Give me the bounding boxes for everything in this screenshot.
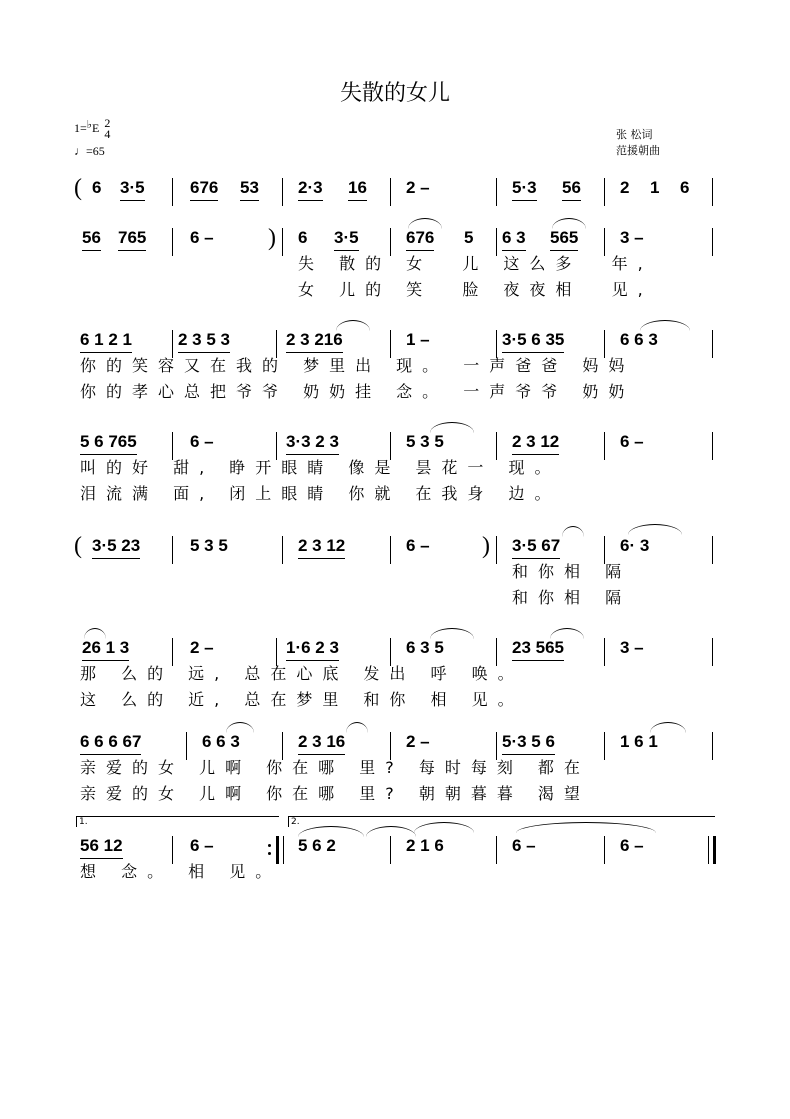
song-title: 失散的女儿 — [339, 81, 450, 106]
note-group: 6 — [680, 178, 690, 197]
lyrics-verse-2: 泪流满 面, 闭上眼睛 你就 在我身 边。 — [80, 484, 561, 503]
bar-line — [172, 836, 173, 864]
note-group: 2 — [620, 178, 630, 197]
note-group: 6 – — [190, 228, 214, 247]
note-group: 6 6 3 — [202, 732, 240, 751]
bar-line — [604, 228, 605, 256]
note-group: 23 565 — [512, 638, 564, 661]
lyrics-verse-2: 和你相 隔 — [512, 588, 632, 607]
bar-line — [390, 178, 391, 206]
lyrics-verse-1: 失 散的 女 儿 这么多 年, — [298, 254, 653, 273]
note-group: 53 — [240, 178, 259, 201]
note-group: 565 — [550, 228, 578, 251]
bar-line — [172, 432, 173, 460]
key-note: E — [91, 121, 100, 135]
note-group: 2 3 12 — [512, 432, 559, 455]
key-prefix: 1= — [74, 121, 87, 135]
lyrics-verse-2: 女 儿的 笑 脸 夜夜相 见, — [298, 280, 653, 299]
bar-line — [712, 178, 713, 206]
lyrics-verse-1: 亲爱的女 儿啊 你在哪 里? 每时每刻 都在 — [80, 758, 590, 777]
note-group: 5·3 — [512, 178, 537, 201]
bar-line — [172, 330, 173, 358]
note-group: 1·6 2 3 — [286, 638, 339, 661]
note-group: 1 — [650, 178, 660, 197]
note-group: 3 – — [620, 638, 644, 657]
time-bottom: 4 — [104, 127, 111, 142]
note-group: 2 3 16 — [298, 732, 345, 755]
bar-line — [712, 638, 713, 666]
note-group: 5 3 5 — [406, 432, 444, 451]
slur — [562, 526, 584, 537]
note-group: 2 3 5 3 — [178, 330, 230, 353]
note-group: 6· 3 — [620, 536, 650, 555]
note-group: 5 6 765 — [80, 432, 137, 455]
repeat-dot — [268, 844, 271, 847]
close-paren: ) — [268, 225, 276, 251]
note-group: 6 – — [620, 836, 644, 855]
key-signature — [74, 118, 110, 140]
lyrics-verse-1: 叫的好 甜, 睁开眼睛 像是 昙花一 现。 — [80, 458, 561, 477]
note-group: 6 — [92, 178, 102, 197]
bar-line — [604, 638, 605, 666]
bar-line — [712, 732, 713, 760]
close-paren: ) — [482, 533, 490, 559]
bar-line — [496, 836, 497, 864]
bar-line — [604, 432, 605, 460]
tempo-marking: ♩=65 — [74, 144, 105, 158]
open-paren: ( — [74, 175, 82, 201]
note-group: 2·3 — [298, 178, 323, 201]
note-group: 6 – — [190, 432, 214, 451]
note-group: 6 – — [512, 836, 536, 855]
volta-1: 1. — [76, 816, 279, 827]
bar-line — [283, 836, 284, 864]
bar-line — [496, 178, 497, 206]
bar-line — [496, 638, 497, 666]
open-paren: ( — [74, 533, 82, 559]
bar-line — [604, 330, 605, 358]
lyrics-verse-1: 你的笑容又在我的 梦里出 现。 一声爸爸 妈妈 — [80, 356, 635, 375]
bar-line — [186, 732, 187, 760]
note-group: 2 – — [406, 178, 430, 197]
slur — [628, 524, 682, 535]
note-group: 6 – — [406, 536, 430, 555]
bar-line — [172, 228, 173, 256]
bar-line — [282, 178, 283, 206]
note-group: 5·3 5 6 — [502, 732, 555, 755]
bar-line — [496, 732, 497, 760]
note-group: 56 — [562, 178, 581, 201]
bar-line — [390, 432, 391, 460]
lyrics-verse-2: 亲爱的女 儿啊 你在哪 里? 朝朝暮暮 渴望 — [80, 784, 590, 803]
bar-line — [390, 732, 391, 760]
lyrics-verse-1: 想 念。 相 见。 — [80, 862, 282, 881]
time-top: 2 — [104, 116, 111, 131]
flat-icon: ♭ — [86, 119, 92, 131]
note-group: 3·5 67 — [512, 536, 560, 559]
bar-line — [390, 638, 391, 666]
note-group: 5 — [464, 228, 474, 247]
note-group: 6 – — [190, 836, 214, 855]
bar-line — [390, 536, 391, 564]
final-barline — [713, 836, 716, 864]
bar-line — [276, 432, 277, 460]
note-group: 3 – — [620, 228, 644, 247]
note-group: 2 3 12 — [298, 536, 345, 559]
bar-line — [172, 178, 173, 206]
bar-line — [712, 228, 713, 256]
bar-line — [390, 228, 391, 256]
note-group: 6 6 6 67 — [80, 732, 141, 755]
bar-line — [496, 330, 497, 358]
note-group: 676 — [406, 228, 434, 251]
bar-line — [496, 228, 497, 256]
time-signature — [104, 118, 110, 140]
note-group: 56 — [82, 228, 101, 251]
bar-line — [604, 536, 605, 564]
note-group: 6 3 — [502, 228, 526, 251]
note-group: 16 — [348, 178, 367, 201]
note-group: 3·5 — [334, 228, 359, 251]
lyrics-verse-2: 这 么的 近, 总在梦里 和你 相 见。 — [80, 690, 524, 709]
repeat-dot — [268, 852, 271, 855]
note-group: 2 – — [406, 732, 430, 751]
note-group: 26 1 3 — [82, 638, 129, 661]
note-group: 1 – — [406, 330, 430, 349]
note-group: 5 6 2 — [298, 836, 336, 855]
volta-2: 2. — [288, 816, 715, 827]
bar-line — [282, 536, 283, 564]
note-group: 3·5 23 — [92, 536, 140, 559]
bar-line — [496, 432, 497, 460]
note-group: 6 1 2 1 — [80, 330, 132, 353]
bar-line — [172, 536, 173, 564]
lyrics-verse-1: 那 么的 远, 总在心底 发出 呼 唤。 — [80, 664, 524, 683]
note-group: 3·3 2 3 — [286, 432, 339, 455]
bar-line — [604, 178, 605, 206]
note-group: 3·5 — [120, 178, 145, 201]
note-group: 6 6 3 — [620, 330, 658, 349]
note-group: 56 12 — [80, 836, 123, 859]
composer: 范援朝曲 — [616, 144, 660, 157]
note-group: 5 3 5 — [190, 536, 228, 555]
lyrics-verse-2: 你的孝心总把爷爷 奶奶挂 念。 一声爷爷 奶奶 — [80, 382, 635, 401]
bar-line — [604, 732, 605, 760]
repeat-barline — [276, 836, 279, 864]
bar-line — [282, 228, 283, 256]
note-group: 2 – — [190, 638, 214, 657]
note-group: 765 — [118, 228, 146, 251]
bar-line — [712, 330, 713, 358]
slur — [346, 722, 368, 733]
note-group: 6 3 5 — [406, 638, 444, 657]
bar-line — [496, 536, 497, 564]
bar-line — [276, 330, 277, 358]
lyrics-verse-1: 和你相 隔 — [512, 562, 632, 581]
note-group: 1 6 1 — [620, 732, 658, 751]
credits — [616, 127, 660, 159]
lyricist: 张 松词 — [616, 128, 653, 141]
note-group: 2 1 6 — [406, 836, 444, 855]
note-group: 3·5 6 35 — [502, 330, 564, 353]
note-group: 6 – — [620, 432, 644, 451]
note-group: 2 3 216 — [286, 330, 343, 353]
note-group: 676 — [190, 178, 218, 201]
bar-line — [172, 638, 173, 666]
bar-line — [276, 638, 277, 666]
bar-line — [282, 732, 283, 760]
note-group: 6 — [298, 228, 308, 247]
bar-line — [390, 836, 391, 864]
bar-line — [712, 536, 713, 564]
bar-line — [604, 836, 605, 864]
bar-line — [708, 836, 709, 864]
bar-line — [712, 432, 713, 460]
bar-line — [390, 330, 391, 358]
